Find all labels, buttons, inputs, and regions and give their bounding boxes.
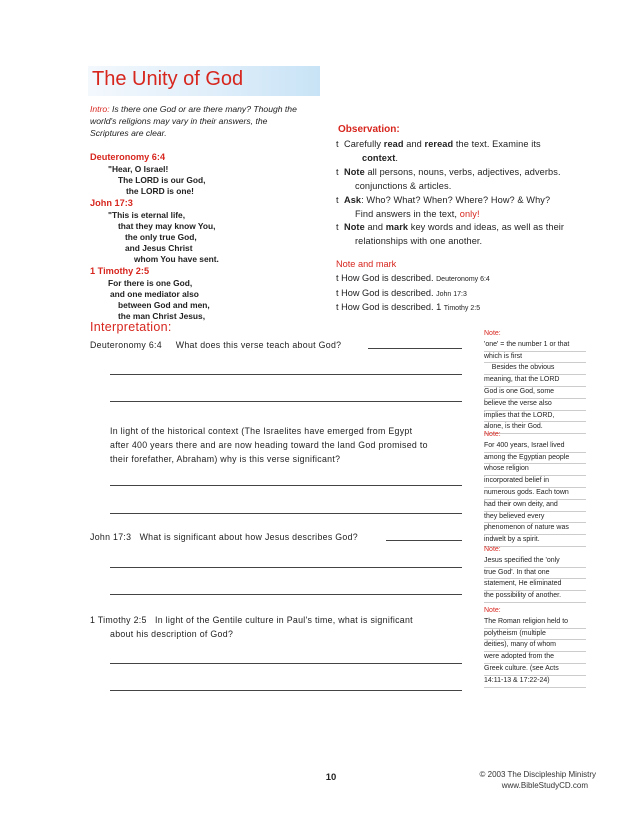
note-line: statement, He eliminated	[484, 579, 586, 591]
obs-text: .	[395, 153, 399, 163]
intro-text: Is there one God or are there many? Though the world's religions may vary in their answers, the Scriptures are clear.	[90, 104, 297, 138]
nm-text: How God is described.	[341, 273, 434, 283]
question-context-line: after 400 years there and are now heading toward the land God promised to	[110, 440, 428, 450]
note-line: numerous gods. Each town	[484, 488, 586, 500]
note-and-mark-item	[336, 302, 480, 312]
note-line: polytheism (multiple	[484, 629, 586, 641]
question-deuteronomy	[90, 336, 341, 354]
question-ref: John 17:3	[90, 532, 132, 542]
obs-text: : Who? What? When? Where? How? & Why?	[361, 195, 551, 205]
note-line: deities), many of whom	[484, 640, 586, 652]
copyright: © 2003 The Discipleship Ministry	[479, 770, 596, 779]
verse-line: The LORD is our God,	[118, 175, 206, 185]
bullet: t	[336, 273, 339, 283]
sidebar-note	[484, 606, 586, 688]
note-and-mark-item	[336, 273, 490, 283]
question-ref: 1 Timothy 2:5	[90, 615, 147, 625]
verse-line: that they may know You,	[118, 221, 216, 231]
intro-label: Intro:	[90, 104, 110, 114]
verse-line: the man Christ Jesus,	[118, 311, 206, 321]
note-label: Note:	[484, 330, 501, 337]
note-line: implies that the LORD,	[484, 411, 586, 423]
note-line: the possibility of another.	[484, 591, 586, 603]
note-line: incorporated belief in	[484, 476, 586, 488]
question-john	[90, 528, 358, 546]
note-and-mark-heading: Note and mark	[336, 259, 397, 269]
interpretation-heading: Interpretation:	[90, 320, 172, 334]
note-label: Note:	[484, 546, 501, 553]
bullet: t	[336, 195, 339, 205]
verse-ref-deuteronomy: Deuteronomy 6:4	[90, 152, 166, 162]
note-line: which is first	[484, 352, 586, 364]
obs-text: and	[403, 139, 425, 149]
verse-line: between God and men,	[118, 300, 210, 310]
bullet: t	[336, 139, 339, 149]
verse-line: For there is one God,	[108, 278, 193, 288]
question-text: In light of the Gentile culture in Paul's time, what is significant	[154, 615, 413, 625]
verse-line: the only true God,	[125, 232, 197, 242]
nm-ref: Timothy 2:5	[443, 305, 481, 312]
sidebar-note	[484, 545, 586, 603]
verse-line: the LORD is one!	[126, 186, 194, 196]
note-line: Besides the obvious	[484, 363, 586, 375]
question-context-line: In light of the historical context (The Israelites have emerged from Egypt	[110, 426, 413, 436]
answer-line[interactable]	[110, 594, 462, 595]
obs-bold: Note	[343, 222, 365, 232]
note-line: meaning, that the LORD	[484, 375, 586, 387]
answer-line[interactable]	[368, 348, 462, 349]
nm-ref: John 17:3	[436, 291, 467, 298]
verse-line: "Hear, O Israel!	[108, 164, 169, 174]
observation-heading: Observation:	[338, 124, 400, 135]
note-line: alone, is their God.	[484, 422, 586, 434]
verse-ref-timothy: 1 Timothy 2:5	[90, 266, 150, 276]
note-line: were adopted from the	[484, 652, 586, 664]
obs-bold: read	[383, 139, 404, 149]
note-line: Greek culture. (see Acts	[484, 664, 586, 676]
note-and-mark-item	[336, 288, 467, 298]
observation-note-cont: conjunctions & articles.	[355, 181, 452, 191]
intro-paragraph	[90, 103, 300, 139]
question-ref: Deuteronomy 6:4	[90, 340, 162, 350]
observation-mark-cont: relationships with one another.	[355, 236, 483, 246]
obs-text: Carefully	[343, 139, 384, 149]
question-text: What is significant about how Jesus describes God?	[139, 532, 358, 542]
footer-credit	[450, 769, 596, 791]
sidebar-note	[484, 329, 586, 434]
verse-line: whom You have sent.	[134, 254, 219, 264]
note-line: God is one God, some	[484, 387, 586, 399]
note-line: The Roman religion held to	[484, 617, 586, 629]
verse-line: "This is eternal life,	[108, 210, 186, 220]
observation-read	[336, 138, 541, 151]
obs-text: and	[364, 222, 386, 232]
observation-ask-cont	[355, 208, 480, 221]
observation-note	[336, 166, 561, 179]
note-line: phenomenon of nature was	[484, 523, 586, 535]
obs-text: key words and ideas, as well as their	[408, 222, 565, 232]
bullet: t	[336, 167, 339, 177]
obs-text: all persons, nouns, verbs, adjectives, adverbs.	[364, 167, 561, 177]
nm-text: How God is described.	[341, 288, 434, 298]
obs-text: the text. Examine its	[453, 139, 541, 149]
question-timothy-cont: about his description of God?	[110, 629, 234, 639]
note-line: 'one' = the number 1 or that	[484, 340, 586, 352]
note-line: For 400 years, Israel lived	[484, 441, 586, 453]
obs-red: only!	[459, 209, 480, 219]
verse-ref-john: John 17:3	[90, 198, 133, 208]
observation-mark	[336, 221, 564, 234]
bullet: t	[336, 288, 339, 298]
obs-text: Find answers in the text,	[355, 209, 460, 219]
sidebar-note	[484, 430, 586, 547]
answer-line[interactable]	[110, 401, 462, 402]
note-line: whose religion	[484, 464, 586, 476]
note-label: Note:	[484, 431, 501, 438]
observation-ask	[336, 194, 550, 207]
answer-line[interactable]	[110, 374, 462, 375]
note-line: indwelt by a spirit.	[484, 535, 586, 547]
obs-bold: mark	[385, 222, 409, 232]
obs-bold: context	[362, 153, 396, 163]
note-line: they believed every	[484, 512, 586, 524]
answer-line[interactable]	[110, 567, 462, 568]
verse-line: and one mediator also	[110, 289, 199, 299]
question-context-line: their forefather, Abraham) why is this verse significant?	[110, 454, 341, 464]
obs-bold: Note	[343, 167, 365, 177]
website: www.BibleStudyCD.com	[501, 781, 588, 790]
obs-bold: reread	[424, 139, 454, 149]
question-text: What does this verse teach about God?	[175, 340, 342, 350]
page-number: 10	[325, 772, 337, 783]
note-line: 14:11-13 & 17:22-24)	[484, 676, 586, 688]
note-label: Note:	[484, 607, 501, 614]
note-line: true God'. In that one	[484, 568, 586, 580]
answer-line[interactable]	[110, 513, 462, 514]
answer-line[interactable]	[110, 663, 462, 664]
answer-line[interactable]	[386, 540, 462, 541]
note-line: believe the verse also	[484, 399, 586, 411]
nm-text: How God is described. 1	[341, 302, 442, 312]
note-line: had their own deity, and	[484, 500, 586, 512]
verse-line: and Jesus Christ	[125, 243, 193, 253]
answer-line[interactable]	[110, 485, 462, 486]
note-line: Jesus specified the 'only	[484, 556, 586, 568]
bullet: t	[336, 222, 339, 232]
note-line: among the Egyptian people	[484, 453, 586, 465]
bullet: t	[336, 302, 339, 312]
page-title: The Unity of God	[92, 68, 244, 90]
nm-ref: Deuteronomy 6:4	[436, 276, 490, 283]
obs-bold: Ask	[343, 195, 362, 205]
answer-line[interactable]	[110, 690, 462, 691]
observation-read-cont	[362, 152, 398, 165]
